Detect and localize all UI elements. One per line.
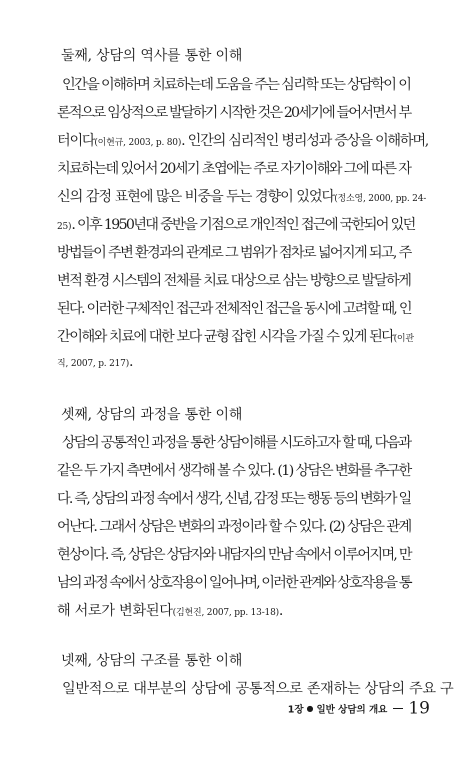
section-heading-history: 둘째, 상담의 역사를 통한 이해 xyxy=(61,48,243,64)
paragraph-line: 변적 환경 시스템의 전체를 치료 대상으로 삼는 방향으로 발달하게 xyxy=(57,273,411,289)
citation: (정소영, 2000, pp. 24- xyxy=(334,194,427,204)
bullet-separator-icon: ● xyxy=(306,704,314,713)
paragraph-line: 방법들이 주변 환경과의 관계로 그 범위가 점차로 넓어지게 되고, 주 xyxy=(57,245,411,261)
paragraph-line: 남의 과정 속에서 상호작용이 일어나며, 이러한 관계와 상호작용을 통 xyxy=(57,575,411,591)
paragraph-line: 간이해와 치료에 대한 보다 균형 잡힌 시각을 가질 수 있게 된다(이관 xyxy=(57,329,414,345)
section-heading-process: 셋째, 상담의 과정을 통한 이해 xyxy=(61,407,243,423)
footer-chapter: 1장 xyxy=(287,704,304,716)
paragraph-line: 현상이다. 즉, 상담은 상담자와 내담자의 만남 속에서 이루어지며, 만 xyxy=(57,547,411,563)
citation: 25) xyxy=(57,222,72,232)
page-footer xyxy=(288,698,430,719)
paragraph-line: 어난다. 그래서 상담은 변화의 과정이라 할 수 있다. (2) 상담은 관계 xyxy=(57,519,411,535)
paragraph-line: 같은 두 가지 측면에서 생각해 볼 수 있다. (1) 상담은 변화를 추구한 xyxy=(57,463,411,479)
paragraph-line: 된다. 이러한 구체적인 접근과 전체적인 접근을 동시에 고려할 때, 인 xyxy=(57,301,411,317)
page-number: 19 xyxy=(408,698,430,719)
paragraph-line: 상담의 공통적인 과정을 통한 상담이해를 시도하고자 할 때, 다음과 xyxy=(62,435,411,451)
paragraph-line: 인간을 이해하며 치료하는데 도움을 주는 심리학 또는 상담학이 이 xyxy=(62,77,411,93)
paragraph-line: 신의 감정 표현에 많은 비중을 두는 경향이 있었다(정소영, 2000, pp. 24- xyxy=(57,189,427,205)
paragraph-line: 25). 이후 1950년대 중반을 기점으로 개인적인 접근에 국한되어 있던 xyxy=(57,217,415,233)
paragraph-line: 론적으로 임상적으로 발달하기 시작한 것은 20세기에 들어서면서 부 xyxy=(57,105,411,121)
section-heading-structure: 넷째, 상담의 구조를 통한 이해 xyxy=(61,653,243,669)
citation: (김현진, 2007, pp. 13-18) xyxy=(172,608,279,618)
citation: 직, 2007, p. 217) xyxy=(57,359,130,369)
citation: (이현규, 2003, p. 80) xyxy=(94,138,182,148)
citation: (이관 xyxy=(393,334,414,344)
paragraph-line: 해 서로가 변화된다(김현진, 2007, pp. 13-18). xyxy=(57,603,284,619)
paragraph-line: 직, 2007, p. 217). xyxy=(57,354,134,370)
footer-rule xyxy=(393,708,403,709)
paragraph-line: 일반적으로 대부분의 상담에 공통적으로 존재하는 상담의 주요 구 xyxy=(62,681,454,697)
footer-chapter-title: 일반 상담의 개요 xyxy=(316,704,388,716)
paragraph-line: 치료하는데 있어서 20세기 초엽에는 주로 자기이해와 그에 따른 자 xyxy=(57,161,411,177)
paragraph-line: 터이다(이현규, 2003, p. 80). 인간의 심리적인 병리성과 증상을 이해하며, xyxy=(57,133,429,149)
paragraph-line: 다. 즉, 상담의 과정 속에서 생각, 신념, 감정 또는 행동 등의 변화가 일 xyxy=(57,491,411,507)
